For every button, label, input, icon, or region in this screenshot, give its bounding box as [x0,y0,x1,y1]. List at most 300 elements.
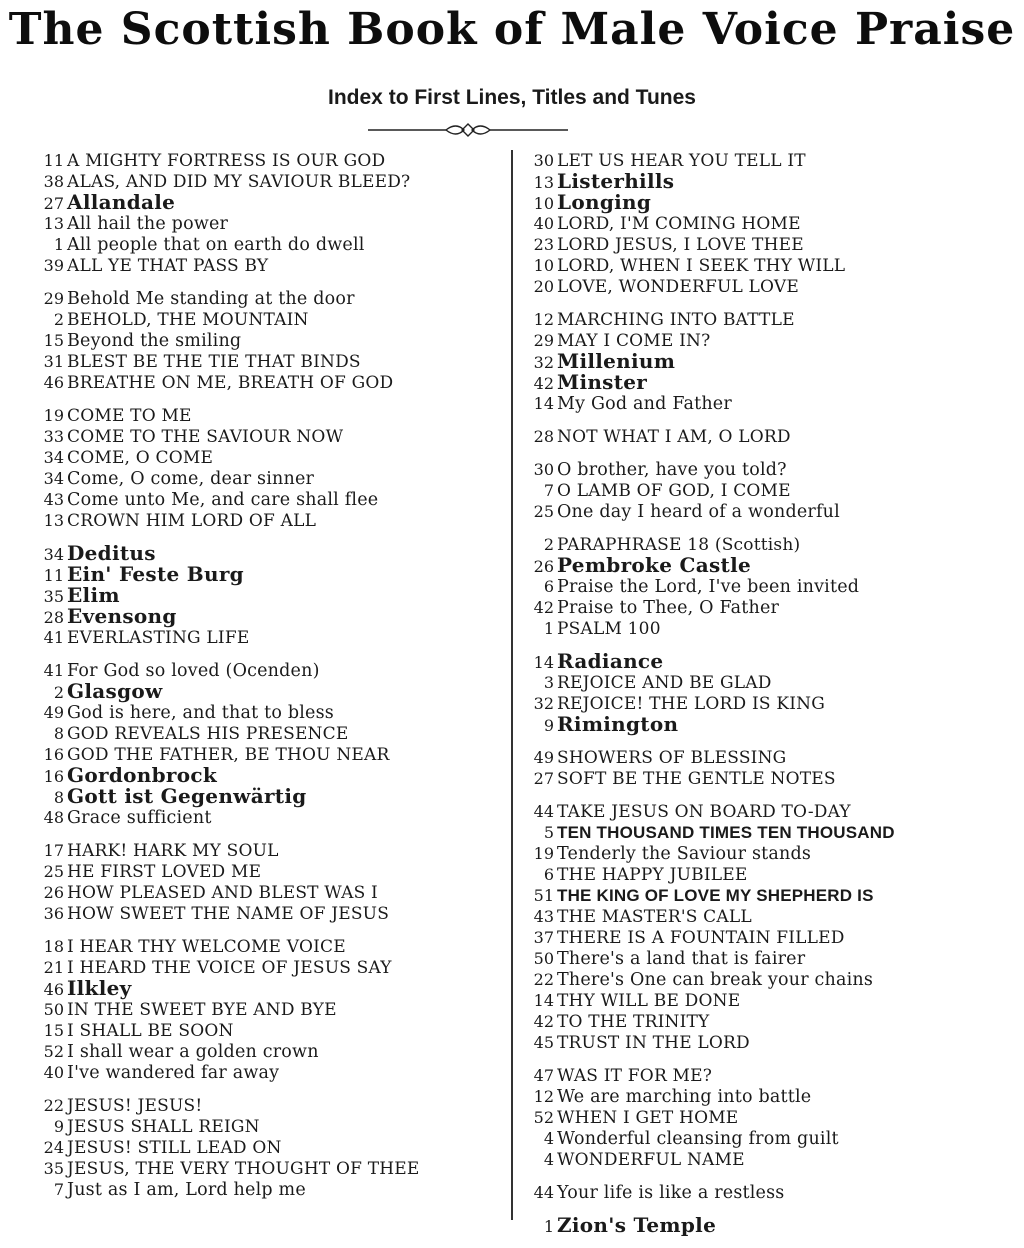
first-line-entry [524,1182,1004,1203]
hymn-number: 37 [533,928,554,947]
index-group [524,1182,1004,1203]
hymn-number: 6 [543,865,554,884]
entry-text: Minster [557,370,648,394]
first-line-entry [34,1095,502,1116]
first-line-entry [524,864,1004,885]
entry-text: TO THE TRINITY [557,1012,710,1032]
entry-text: Glasgow [67,679,163,703]
hymn-number: 13 [43,214,64,233]
entry-text: IN THE SWEET BYE AND BYE [67,1000,337,1020]
entry-text: O LAMB OF GOD, I COME [557,481,791,501]
entry-text: WAS IT FOR ME? [557,1066,713,1086]
first-line-entry [524,927,1004,948]
hymn-number: 44 [533,802,554,821]
hymn-number: 7 [543,481,554,500]
first-line-entry [34,1062,502,1083]
hymn-number: 1 [53,235,64,254]
first-line-entry [34,627,502,648]
entry-text: BREATHE ON ME, BREATH OF GOD [67,373,394,393]
hymn-number: 6 [543,577,554,596]
first-line-entry [34,372,502,393]
entry-text: EVERLASTING LIFE [67,628,250,648]
entry-text: HE FIRST LOVED ME [67,862,262,882]
index-group [524,534,1004,639]
hymn-number: 23 [533,235,554,254]
column-divider [511,150,513,1220]
hymn-number: 33 [43,427,64,446]
tune-entry [34,786,502,807]
hymn-number: 42 [533,374,554,393]
entry-text: JESUS SHALL REIGN [67,1117,260,1137]
entry-text: Behold Me standing at the door [67,289,355,309]
first-line-entry [524,1149,1004,1170]
entry-text: I HEARD THE VOICE OF JESUS SAY [67,958,392,978]
first-line-entry [34,351,502,372]
first-line-entry [524,234,1004,255]
entry-text: PARAPHRASE 18 (Scottish) [557,535,801,555]
tune-entry [34,978,502,999]
entry-text: COME TO ME [67,406,192,426]
hymn-number: 35 [43,587,64,606]
hymn-number: 12 [533,1087,554,1106]
hymn-number: 1 [543,619,554,638]
index-group [524,459,1004,522]
ornament-divider-icon [368,120,568,140]
hymn-number: 24 [43,1138,64,1157]
hymn-number: 16 [43,767,64,786]
tune-entry [34,564,502,585]
entry-text: GOD REVEALS HIS PRESENCE [67,724,349,744]
first-line-entry [524,843,1004,864]
entry-text: JESUS! JESUS! [67,1096,203,1116]
hymn-number: 43 [43,490,64,509]
first-line-entry [524,801,1004,822]
tune-entry [34,192,502,213]
hymn-number: 41 [43,661,64,680]
hymn-number: 10 [533,256,554,275]
entry-text: HOW SWEET THE NAME OF JESUS [67,904,390,924]
hymn-number: 9 [543,716,554,735]
hymn-number: 45 [533,1033,554,1052]
hymn-number: 29 [43,289,64,308]
entry-text: PSALM 100 [557,619,661,639]
entry-text: LORD, WHEN I SEEK THY WILL [557,256,846,276]
first-line-entry [34,861,502,882]
first-line-entry [524,1011,1004,1032]
entry-text: TAKE JESUS ON BOARD TO-DAY [557,802,851,822]
right-index-column [524,150,1004,1248]
index-group [34,405,502,531]
entry-text: TRUST IN THE LORD [557,1033,750,1053]
hymn-number: 14 [533,394,554,413]
tune-entry [34,681,502,702]
tune-entry [524,351,1004,372]
hymn-number: 4 [543,1150,554,1169]
entry-text: COME TO THE SAVIOUR NOW [67,427,344,447]
first-line-entry [34,840,502,861]
first-line-entry [524,693,1004,714]
page-title: The Scottish Book of Male Voice Praise [8,4,1016,55]
index-group [524,1065,1004,1170]
hymn-number: 22 [533,970,554,989]
first-line-entry [34,702,502,723]
entry-text: MAY I COME IN? [557,331,711,351]
hymn-number: 49 [533,748,554,767]
hymn-number: 15 [43,1021,64,1040]
first-line-entry [524,213,1004,234]
hymn-number: 25 [533,502,554,521]
first-line-entry [34,405,502,426]
first-line-entry [34,1041,502,1062]
hymn-number: 14 [533,991,554,1010]
index-group [34,840,502,924]
hymn-number: 22 [43,1096,64,1115]
first-line-entry [524,948,1004,969]
hymn-number: 4 [543,1129,554,1148]
hymn-number: 1 [543,1217,554,1236]
entry-text: I SHALL BE SOON [67,1021,234,1041]
entry-text: There's a land that is fairer [557,949,806,969]
hymn-number: 2 [53,310,64,329]
tune-entry [524,171,1004,192]
first-line-entry [34,309,502,330]
hymn-number: 11 [43,151,64,170]
index-group [524,801,1004,1053]
entry-text: SHOWERS OF BLESSING [557,748,787,768]
first-line-entry [34,903,502,924]
entry-text: Grace sufficient [67,808,212,828]
hymn-number: 29 [533,331,554,350]
hymn-number: 19 [43,406,64,425]
tune-entry [524,192,1004,213]
index-group [524,426,1004,447]
entry-text: Longing [557,190,652,214]
entry-text: ALAS, AND DID MY SAVIOUR BLEED? [67,172,411,192]
hymn-number: 7 [53,1180,64,1199]
entry-text: I HEAR THY WELCOME VOICE [67,937,346,957]
first-line-entry [524,1032,1004,1053]
entry-text: I've wandered far away [67,1063,280,1083]
index-group [524,1215,1004,1236]
entry-text: THE HAPPY JUBILEE [557,865,748,885]
first-line-entry [524,906,1004,927]
entry-text: THE MASTER'S CALL [557,907,752,927]
first-line-entry [524,309,1004,330]
index-group [34,1095,502,1200]
tune-entry [524,1215,1004,1236]
first-line-entry [524,822,1004,843]
first-line-entry [524,1086,1004,1107]
entry-text: JESUS, THE VERY THOUGHT OF THEE [67,1159,420,1179]
first-line-entry [524,768,1004,789]
first-line-entry [524,576,1004,597]
hymn-number: 13 [43,511,64,530]
hymn-number: 31 [43,352,64,371]
hymn-number: 44 [533,1183,554,1202]
hymn-number: 34 [43,545,64,564]
hymn-number: 17 [43,841,64,860]
hymn-number: 52 [533,1108,554,1127]
first-line-entry [524,618,1004,639]
first-line-entry [524,969,1004,990]
first-line-entry [34,255,502,276]
first-line-entry [34,447,502,468]
first-line-entry [34,288,502,309]
tune-entry [34,765,502,786]
hymn-number: 36 [43,904,64,923]
index-group [524,651,1004,735]
first-line-entry [34,234,502,255]
first-line-entry [34,660,502,681]
entry-text: Pembroke Castle [557,553,751,577]
first-line-entry [524,150,1004,171]
entry-text: SOFT BE THE GENTLE NOTES [557,769,836,789]
first-line-entry [34,489,502,510]
hymn-number: 47 [533,1066,554,1085]
index-group [34,288,502,393]
hymn-number: 26 [533,557,554,576]
hymn-number: 28 [533,427,554,446]
hymn-number: 43 [533,907,554,926]
entry-text: BEHOLD, THE MOUNTAIN [67,310,309,330]
hymn-number: 49 [43,703,64,722]
entry-text: God is here, and that to bless [67,703,334,723]
hymn-number: 5 [543,823,554,842]
hymn-number: 13 [533,173,554,192]
entry-text: I shall wear a golden crown [67,1042,319,1062]
hymn-number: 2 [543,535,554,554]
index-group [34,660,502,828]
hymn-number: 50 [533,949,554,968]
entry-text: For God so loved (Ocenden) [67,661,320,681]
entry-text: WONDERFUL NAME [557,1150,745,1170]
tune-entry [524,651,1004,672]
hymn-number: 46 [43,980,64,999]
entry-text: JESUS! STILL LEAD ON [67,1138,282,1158]
first-line-entry [34,1179,502,1200]
hymn-number: 9 [53,1117,64,1136]
entry-text: Come unto Me, and care shall flee [67,490,379,510]
hymn-number: 3 [543,673,554,692]
entry-text: Wonderful cleansing from guilt [557,1129,839,1149]
index-group [524,747,1004,789]
hymn-number: 27 [533,769,554,788]
first-line-entry [524,1065,1004,1086]
first-line-entry [34,426,502,447]
hymn-number: 34 [43,448,64,467]
hymn-number: 52 [43,1042,64,1061]
first-line-entry [524,885,1004,906]
entry-text: Ein' Feste Burg [67,562,244,586]
hymn-number: 14 [533,653,554,672]
tune-entry [524,555,1004,576]
hymn-number: 27 [43,194,64,213]
hymn-number: 42 [533,1012,554,1031]
entry-text: Zion's Temple [557,1213,717,1237]
first-line-entry [34,510,502,531]
index-group [524,309,1004,414]
entry-text: Come, O come, dear sinner [67,469,315,489]
first-line-entry [524,1107,1004,1128]
hymn-number: 40 [43,1063,64,1082]
entry-text: Radiance [557,649,664,673]
entry-text: One day I heard of a wonderful [557,502,840,522]
first-line-entry [524,459,1004,480]
first-line-entry [34,213,502,234]
hymn-number: 20 [533,277,554,296]
entry-text: Praise to Thee, O Father [557,598,780,618]
entry-text: Tenderly the Saviour stands [557,844,812,864]
entry-text: LORD JESUS, I LOVE THEE [557,235,804,255]
entry-text: Gordonbrock [67,763,218,787]
first-line-entry [524,672,1004,693]
hymn-number: 32 [533,353,554,372]
entry-text: ALL YE THAT PASS BY [67,256,269,276]
hymn-number: 26 [43,883,64,902]
first-line-entry [34,744,502,765]
hymn-number: 19 [533,844,554,863]
index-group [34,543,502,648]
entry-text: Evensong [67,604,177,628]
hymn-number: 15 [43,331,64,350]
page-subtitle: Index to First Lines, Titles and Tunes [328,86,696,109]
tune-entry [34,585,502,606]
entry-text: There's One can break your chains [557,970,874,990]
entry-text: Millenium [557,349,676,373]
entry-text: REJOICE! THE LORD IS KING [557,694,826,714]
entry-text: O brother, have you told? [557,460,787,480]
entry-text: Listerhills [557,169,675,193]
entry-text: We are marching into battle [557,1087,812,1107]
first-line-entry [34,936,502,957]
entry-text: TEN THOUSAND TIMES TEN THOUSAND [557,823,895,842]
hymn-number: 30 [533,460,554,479]
entry-text: THY WILL BE DONE [557,991,741,1011]
entry-text: Elim [67,583,120,607]
first-line-entry [524,393,1004,414]
entry-text: LORD, I'M COMING HOME [557,214,801,234]
hymn-number: 16 [43,745,64,764]
index-group [524,150,1004,297]
hymn-number: 46 [43,373,64,392]
entry-text: Beyond the smiling [67,331,242,351]
first-line-entry [524,330,1004,351]
first-line-entry [34,999,502,1020]
first-line-entry [34,807,502,828]
entry-text: HARK! HARK MY SOUL [67,841,279,861]
entry-text: COME, O COME [67,448,214,468]
entry-text: REJOICE AND BE GLAD [557,673,772,693]
hymn-number: 40 [533,214,554,233]
hymn-number: 28 [43,608,64,627]
first-line-entry [34,1116,502,1137]
hymn-number: 21 [43,958,64,977]
entry-text: All people that on earth do dwell [67,235,365,255]
tune-entry [34,543,502,564]
first-line-entry [524,255,1004,276]
entry-text: Your life is like a restless [557,1183,785,1203]
entry-text: WHEN I GET HOME [557,1108,739,1128]
first-line-entry [34,171,502,192]
entry-text: CROWN HIM LORD OF ALL [67,511,317,531]
entry-text: My God and Father [557,394,732,414]
first-line-entry [34,1137,502,1158]
index-group [34,936,502,1083]
hymn-number: 12 [533,310,554,329]
left-index-column [34,150,502,1212]
tune-entry [34,606,502,627]
first-line-entry [524,990,1004,1011]
hymn-number: 8 [53,788,64,807]
first-line-entry [34,957,502,978]
first-line-entry [34,1020,502,1041]
first-line-entry [524,426,1004,447]
entry-text: HOW PLEASED AND BLEST WAS I [67,883,378,903]
hymn-number: 32 [533,694,554,713]
entry-text: NOT WHAT I AM, O LORD [557,427,791,447]
entry-text: Just as I am, Lord help me [67,1180,306,1200]
first-line-entry [34,468,502,489]
first-line-entry [34,150,502,171]
hymn-number: 51 [533,886,554,905]
entry-text: Ilkley [67,976,132,1000]
entry-text: Gott ist Gegenwärtig [67,784,307,808]
first-line-entry [524,534,1004,555]
entry-text: THERE IS A FOUNTAIN FILLED [557,928,845,948]
hymn-number: 25 [43,862,64,881]
hymn-number: 11 [43,566,64,585]
hymn-number: 30 [533,151,554,170]
entry-text: THE KING OF LOVE MY SHEPHERD IS [557,886,874,905]
first-line-entry [524,480,1004,501]
tune-entry [524,372,1004,393]
entry-text: Rimington [557,712,679,736]
entry-text: All hail the power [67,214,229,234]
first-line-entry [524,501,1004,522]
entry-text: GOD THE FATHER, BE THOU NEAR [67,745,390,765]
first-line-entry [34,723,502,744]
entry-text: Allandale [67,190,176,214]
entry-text: Deditus [67,541,156,565]
entry-text: BLEST BE THE TIE THAT BINDS [67,352,361,372]
hymn-number: 50 [43,1000,64,1019]
hymn-number: 38 [43,172,64,191]
hymn-number: 2 [53,683,64,702]
hymn-number: 35 [43,1159,64,1178]
first-line-entry [524,276,1004,297]
hymn-number: 41 [43,628,64,647]
first-line-entry [34,1158,502,1179]
first-line-entry [524,747,1004,768]
entry-text: LET US HEAR YOU TELL IT [557,151,806,171]
entry-text: MARCHING INTO BATTLE [557,310,795,330]
entry-text: LOVE, WONDERFUL LOVE [557,277,799,297]
hymn-number: 39 [43,256,64,275]
first-line-entry [34,882,502,903]
index-group [34,150,502,276]
hymn-number: 42 [533,598,554,617]
entry-text: A MIGHTY FORTRESS IS OUR GOD [67,151,386,171]
first-line-entry [524,597,1004,618]
hymn-number: 48 [43,808,64,827]
first-line-entry [524,1128,1004,1149]
hymn-number: 34 [43,469,64,488]
hymn-number: 18 [43,937,64,956]
hymn-number: 8 [53,724,64,743]
hymn-number: 10 [533,194,554,213]
tune-entry [524,714,1004,735]
first-line-entry [34,330,502,351]
